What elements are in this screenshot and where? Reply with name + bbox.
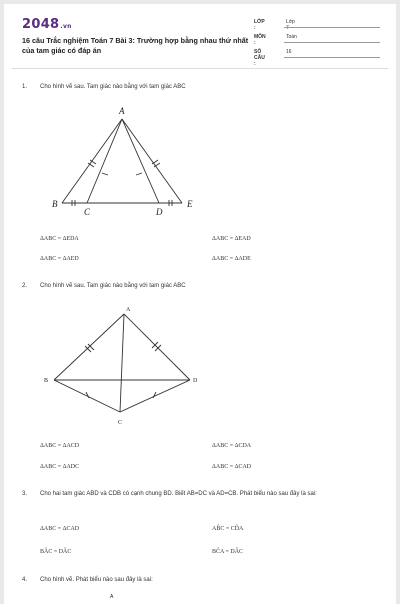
option-d[interactable]: ΔABC = ΔCAD	[212, 464, 252, 470]
option-c[interactable]: ΔABC = ΔAED	[40, 256, 79, 262]
label-b: B	[52, 199, 58, 209]
meta-count-value: 16	[286, 49, 292, 55]
meta-subject-label: MÔN :	[254, 34, 266, 46]
question-text: Cho hai tam giác ABD và CDB có cạnh chung BD. Biết AB=DC và AD=CB. Phát biểu nào sau đây là sai:	[40, 491, 317, 497]
question-4-label-a: A	[110, 594, 114, 600]
option-a[interactable]: ΔABC = ΔACD	[40, 443, 80, 449]
logo-suffix: .vn	[60, 23, 72, 30]
label-b: B	[44, 378, 49, 384]
tick-mark	[85, 346, 91, 352]
segment-ad	[124, 314, 190, 380]
meta-class-value: Lớp 7	[286, 19, 295, 31]
label-e: E	[187, 199, 193, 209]
segment-bc	[54, 380, 120, 412]
question-number: 1.	[22, 84, 28, 90]
document-page	[4, 4, 396, 604]
label-c: C	[84, 207, 91, 217]
meta-count-label: SỐ CÂU :	[254, 49, 265, 67]
option-c[interactable]: BÂC = DÂC	[40, 549, 72, 555]
segment-ae	[122, 119, 182, 203]
question-number: 4.	[22, 577, 28, 583]
meta-line	[284, 27, 380, 28]
label-c: C	[118, 420, 123, 426]
question-text: Cho hình vẽ. Phát biểu nào sau đây là sai:	[40, 577, 153, 583]
segment-ad	[122, 119, 159, 203]
question-1-figure	[44, 99, 204, 224]
segment-cd	[120, 380, 190, 412]
question-text: Cho hình vẽ sau. Tam giác nào bằng với tam giác ABC	[40, 283, 186, 289]
segment-ab	[54, 314, 124, 380]
question-number: 2.	[22, 283, 28, 289]
option-b[interactable]: ΔABC = ΔCDA	[212, 443, 252, 449]
tick-mark	[153, 392, 156, 398]
segment-ac	[120, 314, 124, 412]
meta-line	[284, 42, 380, 43]
site-logo[interactable]	[22, 17, 72, 32]
option-c[interactable]: ΔABC = ΔADC	[40, 464, 80, 470]
option-a[interactable]: ΔABC = ΔEDA	[40, 236, 79, 242]
option-d[interactable]: ΔABC = ΔADE	[212, 256, 251, 262]
meta-subject-value: Toán	[286, 34, 297, 40]
label-a: A	[126, 307, 131, 313]
tick-mark	[102, 173, 108, 175]
logo-text: 2048	[22, 17, 60, 32]
question-number: 3.	[22, 491, 28, 497]
meta-class-label: LỚP :	[254, 19, 265, 31]
label-d: D	[156, 207, 163, 217]
tick-mark	[86, 392, 89, 398]
meta-line	[284, 57, 380, 58]
question-2-figure	[40, 300, 210, 430]
option-d[interactable]: BĈA = DÂC	[212, 549, 244, 555]
label-a: A	[119, 106, 125, 116]
tick-mark	[136, 173, 142, 175]
header-divider	[12, 68, 388, 69]
option-b[interactable]: ΔABC = ΔEAD	[212, 236, 251, 242]
label-d: D	[193, 378, 198, 384]
option-b[interactable]: AB̂C = CD̂A	[212, 526, 244, 532]
document-title: 16 câu Trắc nghiệm Toán 7 Bài 3: Trường hợp bằng nhau thứ nhất của tam giác có đáp án	[22, 36, 249, 55]
option-a[interactable]: ΔABC = ΔCAD	[40, 526, 80, 532]
question-text: Cho hình vẽ sau. Tam giác nào bằng với tam giác ABC	[40, 84, 186, 90]
